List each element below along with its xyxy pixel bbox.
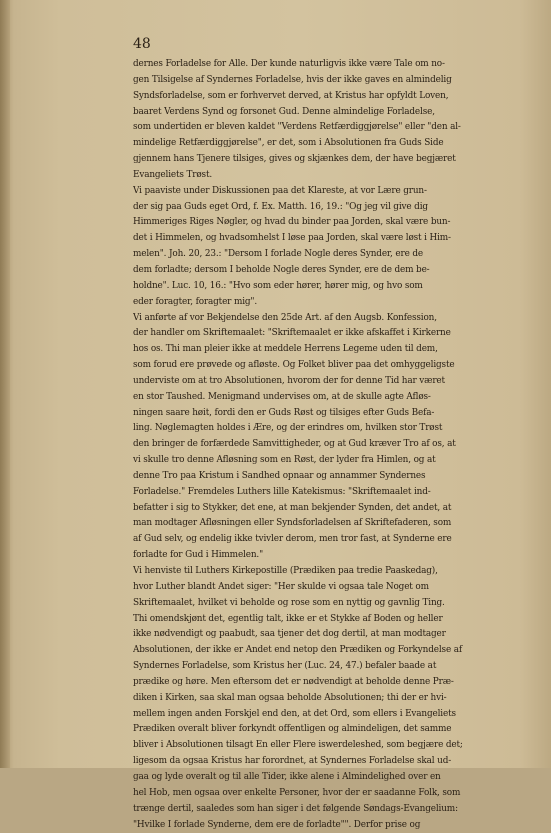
text-line: Absolutionen, der ikke er Andet end netop den Prædiken og Forkyndelse af <box>133 643 533 659</box>
text-line: den bringer de forfærdede Samvittigheder, og at Gud kræver Tro af os, at <box>133 437 533 453</box>
text-line: der sig paa Guds eget Ord, f. Ex. Matth. 16, 19.: "Og jeg vil give dig <box>133 200 533 216</box>
text-line: af Gud selv, og endelig ikke tvivler derom, men tror fast, at Synderne ere <box>133 532 533 548</box>
text-line: forladte for Gud i Himmelen." <box>133 548 533 564</box>
text-line: ling. Nøglemagten holdes i Ære, og der erindres om, hvilken stor Trøst <box>133 421 533 437</box>
text-line: befatter i sig to Stykker, det ene, at man bekjender Synden, det andet, at <box>133 501 533 517</box>
text-line: Thi omendskjønt det, egentlig talt, ikke er et Stykke af Boden og heller <box>133 612 533 628</box>
text-line: Himmeriges Riges Nøgler, og hvad du binder paa Jorden, skal være bun- <box>133 215 533 231</box>
text-line: Vi henviste til Luthers Kirkepostille (Prædiken paa tredie Paaskedag), <box>133 564 533 580</box>
text-line: dem forladte; dersom I beholde Nogle deres Synder, ere de dem be- <box>133 263 533 279</box>
text-line: Vi anførte af vor Bekjendelse den 25de Art. af den Augsb. Konfession, <box>133 311 533 327</box>
text-line: dernes Forladelse for Alle. Der kunde naturligvis ikke være Tale om no- <box>133 57 533 73</box>
text-line: "Hvilke I forlade Synderne, dem ere de forladte"". Derfor prise og <box>133 818 533 833</box>
text-line: en stor Taushed. Menigmand undervises om, at de skulle agte Afløs- <box>133 390 533 406</box>
text-line: Prædiken overalt bliver forkyndt offentligen og almindeligen, det samme <box>133 722 533 738</box>
text-line: holdne". Luc. 10, 16.: "Hvo som eder hører, hører mig, og hvo som <box>133 279 533 295</box>
text-line: gaa og lyde overalt og til alle Tider, ikke alene i Almindelighed over en <box>133 770 533 786</box>
text-line: som forud ere prøvede og afløste. Og Folket bliver paa det omhyggeligste <box>133 358 533 374</box>
text-line: ikke nødvendigt og paabudt, saa tjener det dog dertil, at man modtager <box>133 627 533 643</box>
text-line: trænge dertil, saaledes som han siger i det følgende Søndags-Evangelium: <box>133 802 533 818</box>
text-line: baaret Verdens Synd og forsonet Gud. Denne almindelige Forladelse, <box>133 105 533 121</box>
text-line: der handler om Skriftemaalet: "Skriftemaalet er ikke afskaffet i Kirkerne <box>133 326 533 342</box>
text-line: vi skulle tro denne Afløsning som en Røst, der lyder fra Himlen, og at <box>133 453 533 469</box>
text-line: ligesom da ogsaa Kristus har forordnet, at Syndernes Forladelse skal ud- <box>133 754 533 770</box>
page-number: 48 <box>133 36 151 52</box>
text-line: gjennem hans Tjenere tilsiges, gives og skjænkes dem, der have begjæret <box>133 152 533 168</box>
text-line: denne Tro paa Kristum i Sandhed opnaar og annammer Syndernes <box>133 469 533 485</box>
text-line: Forladelse." Fremdeles Luthers lille Katekismus: "Skriftemaalet ind- <box>133 485 533 501</box>
text-line: hvor Luther blandt Andet siger: "Her skulde vi ogsaa tale Noget om <box>133 580 533 596</box>
text-line: gen Tilsigelse af Syndernes Forladelse, hvis der ikke gaves en almindelig <box>133 73 533 89</box>
text-line: underviste om at tro Absolutionen, hvorom der for denne Tid har været <box>133 374 533 390</box>
text-line: ningen saare høit, fordi den er Guds Røst og tilsiges efter Guds Befa- <box>133 406 533 422</box>
text-line: Skriftemaalet, hvilket vi beholde og rose som en nyttig og gavnlig Ting. <box>133 596 533 612</box>
text-line: prædike og høre. Men eftersom det er nødvendigt at beholde denne Præ- <box>133 675 533 691</box>
text-line: melen". Joh. 20, 23.: "Dersom I forlade Nogle deres Synder, ere de <box>133 247 533 263</box>
text-line: man modtager Afløsningen eller Syndsforladelsen af Skriftefaderen, som <box>133 516 533 532</box>
text-line: Syndernes Forladelse, som Kristus her (Luc. 24, 47.) befaler baade at <box>133 659 533 675</box>
text-line: bliver i Absolutionen tilsagt En eller Flere iswerdeleshed, som begjære det; <box>133 738 533 754</box>
text-line: Syndsforladelse, som er forhvervet derved, at Kristus har opfyldt Loven, <box>133 89 533 105</box>
body-text <box>133 57 533 833</box>
text-line: Vi paaviste under Diskussionen paa det Klareste, at vor Lære grun- <box>133 184 533 200</box>
text-line: eder foragter, foragter mig". <box>133 295 533 311</box>
text-line: det i Himmelen, og hvadsomhelst I løse paa Jorden, skal være løst i Him- <box>133 231 533 247</box>
text-line: mindelige Retfærdiggjørelse", er det, som i Absolutionen fra Guds Side <box>133 136 533 152</box>
text-line: mellem ingen anden Forskjel end den, at det Ord, som ellers i Evangeliets <box>133 707 533 723</box>
text-line: Evangeliets Trøst. <box>133 168 533 184</box>
text-line: hos os. Thi man pleier ikke at meddele Herrens Legeme uden til dem, <box>133 342 533 358</box>
text-line: hel Hob, men ogsaa over enkelte Personer, hvor der er saadanne Folk, som <box>133 786 533 802</box>
text-line: diken i Kirken, saa skal man ogsaa beholde Absolutionen; thi der er hvi- <box>133 691 533 707</box>
text-line: som undertiden er bleven kaldet "Verdens Retfærdiggjørelse" eller "den al- <box>133 120 533 136</box>
page-gutter <box>0 0 10 768</box>
